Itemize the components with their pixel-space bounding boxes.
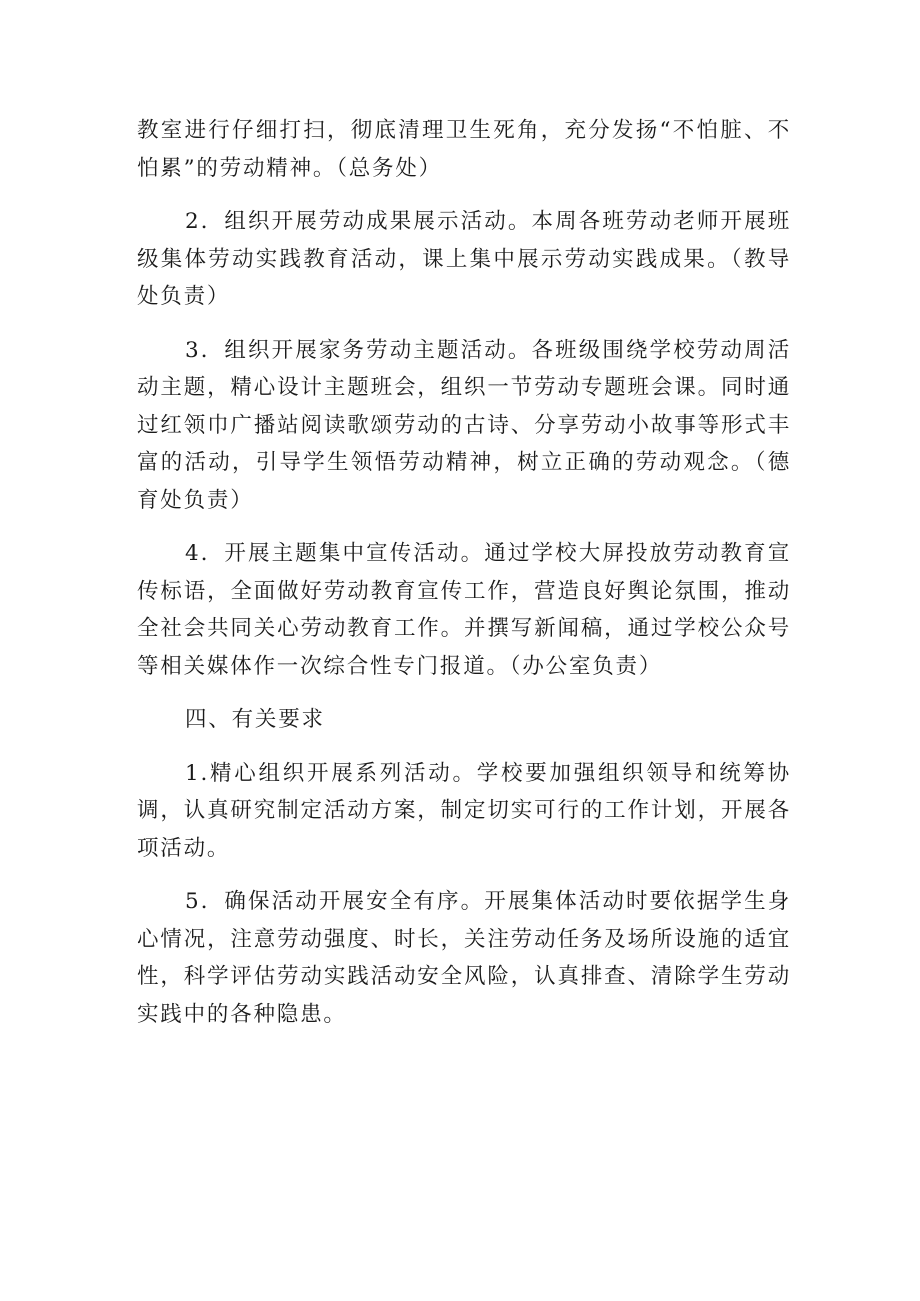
paragraph-requirement-1: 1.精心组织开展系列活动。学校要加强组织领导和统筹协调，认真研究制定活动方案，制定切实可行的工作计划，开展各项活动。 <box>137 760 791 861</box>
paragraph-requirement-5: 5．确保活动开展安全有序。开展集体活动时要依据学生身心情况，注意劳动强度、时长，关注劳动任务及场所设施的适宜性，科学评估劳动实践活动安全风险，认真排查、清除学生劳动实践中的各种隐患。 <box>137 889 791 1027</box>
paragraph-item-4: 4．开展主题集中宣传活动。通过学校大屏投放劳动教育宣传标语，全面做好劳动教育宣传工作，营造良好舆论氛围，推动全社会共同关心劳动教育工作。并撰写新闻稿，通过学校公众号等相关媒体作一次综合性专门报道。（办公室负责） <box>137 541 791 679</box>
paragraph-item-3: 3．组织开展家务劳动主题活动。各班级围绕学校劳动周活动主题，精心设计主题班会，组织一节劳动专题班会课。同时通过红领巾广播站阅读歌颂劳动的古诗、分享劳动小故事等形式丰富的活动，引导学生领悟劳动精神，树立正确的劳动观念。（德育处负责） <box>137 337 791 513</box>
document-body <box>137 112 791 1049</box>
section-heading-requirements: 四、有关要求 <box>185 707 325 732</box>
paragraph-item-2: 2．组织开展劳动成果展示活动。本周各班劳动老师开展班级集体劳动实践教育活动，课上集中展示劳动实践成果。（教导处负责） <box>137 209 791 309</box>
paragraph-continued: 教室进行仔细打扫，彻底清理卫生死角，充分发扬“不怕脏、不怕累”的劳动精神。（总务处） <box>137 118 791 181</box>
